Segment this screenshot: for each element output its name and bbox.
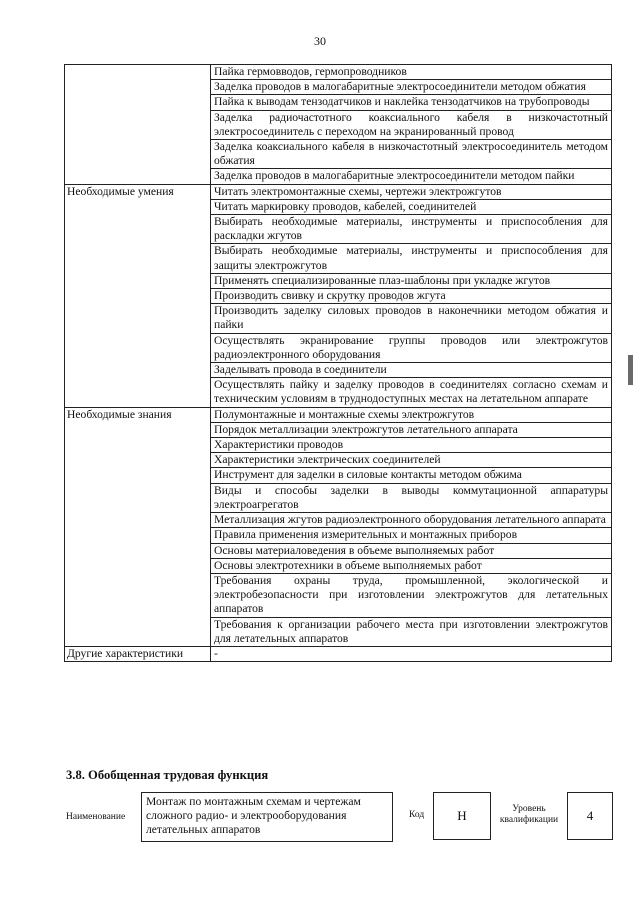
- table-cell: Заделывать провода в соединители: [211, 363, 612, 378]
- page-number: 30: [314, 34, 326, 48]
- name-label: Наименование: [66, 812, 126, 822]
- table-cell: Заделка проводов в малогабаритные электросоединители методом пайки: [211, 169, 612, 184]
- table-cell: Правила применения измерительных и монтажных приборов: [211, 528, 612, 543]
- table-row: [65, 65, 612, 80]
- group-label: [65, 65, 211, 185]
- table-cell: Осуществлять экранирование группы проводов или электрожгутов радиоэлектронного оборудования: [211, 333, 612, 362]
- table-cell: Читать маркировку проводов, кабелей, соединителей: [211, 199, 612, 214]
- name-value-box: [141, 792, 393, 842]
- table-cell: Выбирать необходимые материалы, инструменты и приспособления для защиты электрожгутов: [211, 244, 612, 273]
- table-cell: Виды и способы заделки в выводы коммутационной аппаратуры электроагрегатов: [211, 483, 612, 512]
- table-cell: Применять специализированные плаз-шаблоны при укладке жгутов: [211, 273, 612, 288]
- level-label: Уровень квалификации: [499, 804, 559, 825]
- table-cell: Заделка проводов в малогабаритные электросоединители методом обжатия: [211, 80, 612, 95]
- section-title: 3.8. Обобщенная трудовая функция: [66, 768, 269, 782]
- code-value: H: [457, 808, 467, 823]
- table-cell: -: [211, 646, 612, 661]
- table-cell: Выбирать необходимые материалы, инструменты и приспособления для раскладки жгутов: [211, 215, 612, 244]
- table-row: [65, 184, 612, 199]
- level-value: 4: [586, 808, 594, 823]
- group-label: Необходимые знания: [65, 407, 211, 646]
- table-cell: Пайка гермовводов, гермопроводников: [211, 65, 612, 80]
- table-cell: Основы электротехники в объеме выполняемых работ: [211, 558, 612, 573]
- table-row: [65, 646, 612, 661]
- code-label: Код: [409, 810, 425, 820]
- code-value-box: [433, 792, 491, 840]
- table-cell: Характеристики электрических соединителей: [211, 453, 612, 468]
- table-cell: Инструмент для заделки в силовые контакты методом обжима: [211, 468, 612, 483]
- level-value-box: [567, 792, 613, 840]
- table-cell: Порядок металлизации электрожгутов летательного аппарата: [211, 422, 612, 437]
- name-value: Монтаж по монтажным схемам и чертежам сложного радио- и электрооборудования летательных аппаратов: [146, 795, 361, 836]
- table-cell: Производить свивку и скрутку проводов жгута: [211, 289, 612, 304]
- table-cell: Основы материаловедения в объеме выполняемых работ: [211, 543, 612, 558]
- table-cell: Пайка к выводам тензодатчиков и наклейка тензодатчиков на трубопроводы: [211, 95, 612, 110]
- margin-mark: [628, 355, 633, 385]
- table-cell: Полумонтажные и монтажные схемы электрожгутов: [211, 407, 612, 422]
- group-label: Необходимые умения: [65, 184, 211, 407]
- table-cell: Читать электромонтажные схемы, чертежи электрожгутов: [211, 184, 612, 199]
- table-cell: Металлизация жгутов радиоэлектронного оборудования летательного аппарата: [211, 513, 612, 528]
- table-cell: Требования к организации рабочего места при изготовлении электрожгутов для летательных аппаратов: [211, 617, 612, 646]
- table-cell: Осуществлять пайку и заделку проводов в соединителях согласно схемам и техническим условиям в труднодоступных местах на летательном аппарате: [211, 378, 612, 407]
- table-cell: Требования охраны труда, промышленной, экологической и электробезопасности при изготовлении электрожгутов для летательных аппаратов: [211, 573, 612, 617]
- table-row: [65, 407, 612, 422]
- table-cell: Заделка радиочастотного коаксиального кабеля в низкочастотный электросоединитель с переходом на экранированный провод: [211, 110, 612, 139]
- table-cell: Заделка коаксиального кабеля в низкочастотный электросоединитель методом обжатия: [211, 140, 612, 169]
- table-cell: Производить заделку силовых проводов в наконечники методом обжатия и пайки: [211, 304, 612, 333]
- competency-table: [64, 64, 612, 662]
- group-label: Другие характеристики: [65, 646, 211, 661]
- table-cell: Характеристики проводов: [211, 438, 612, 453]
